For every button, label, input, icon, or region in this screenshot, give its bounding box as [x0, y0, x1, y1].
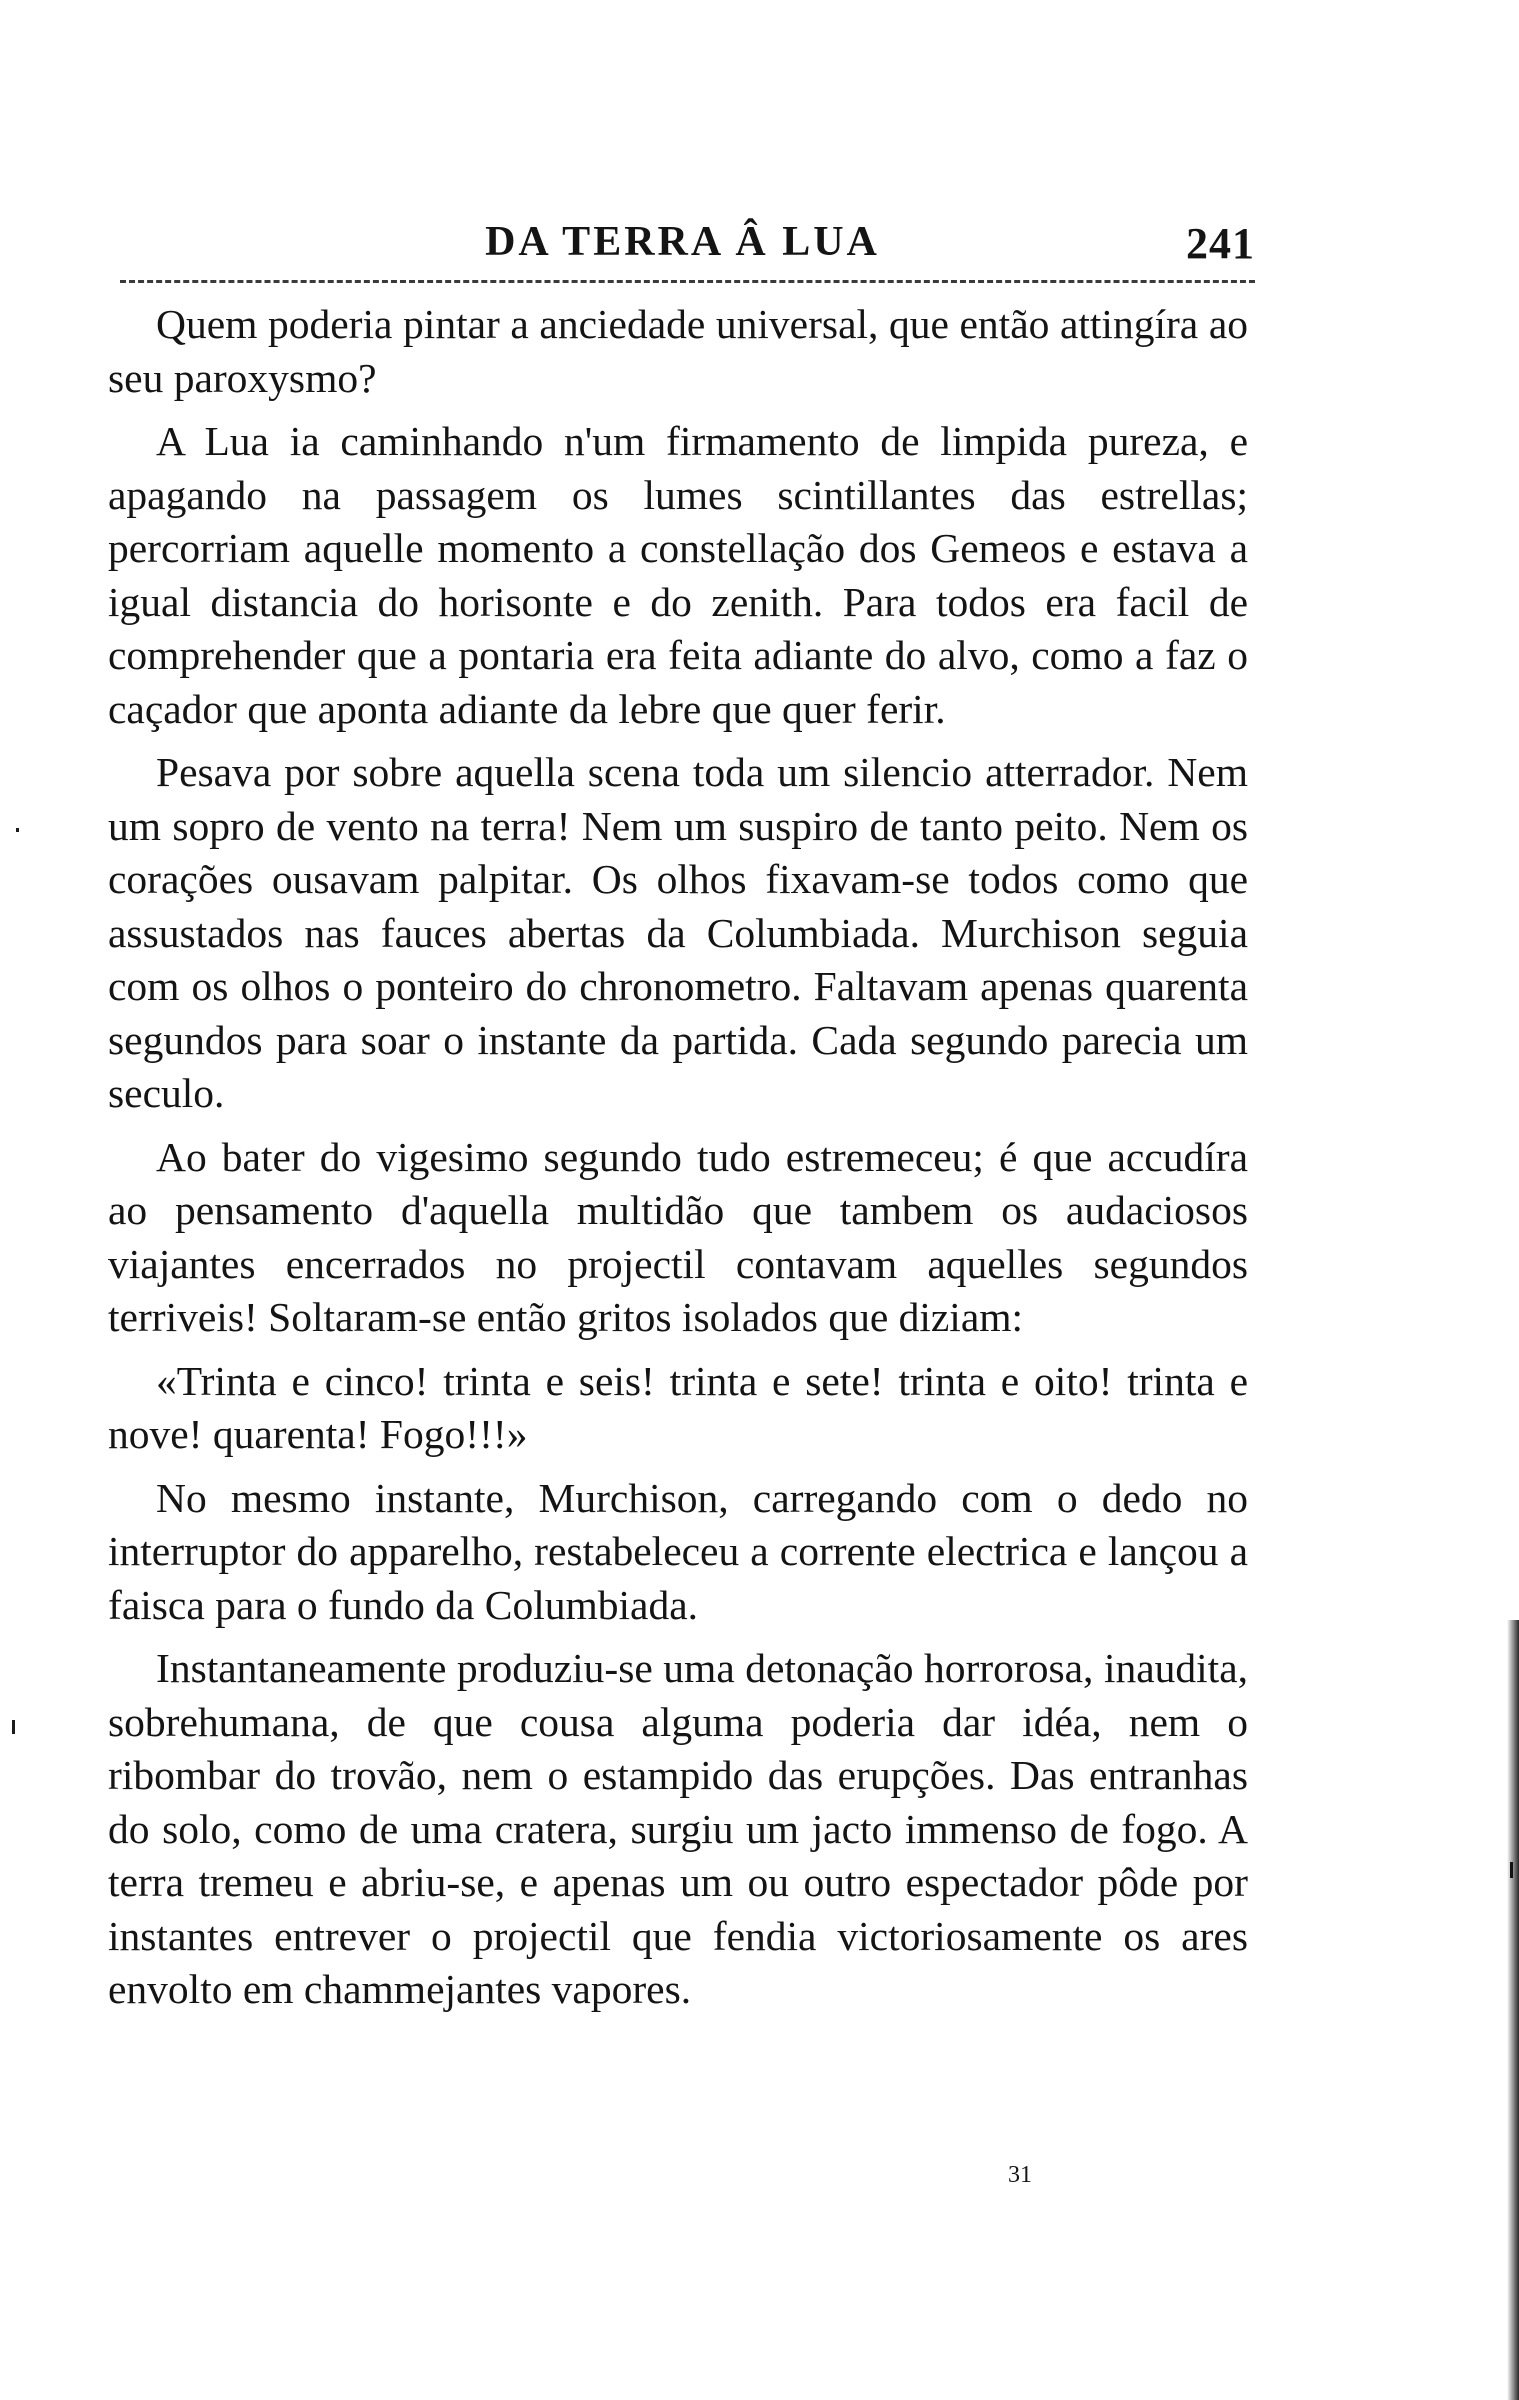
running-head [110, 218, 1255, 278]
paragraph: No mesmo instante, Murchison, carregando com o dedo no interruptor do apparelho, restabeleceu a corrente electrica e lançou a faisca para o fundo da Columbiada. [108, 1474, 1248, 1628]
signature-mark: 31 [1008, 2162, 1032, 2188]
page-number: 241 [1186, 219, 1255, 268]
running-title: DA TERRA Â LUA [485, 219, 880, 265]
paragraph: A Lua ia caminhando n'um firmamento de limpida pureza, e apagando na passagem os lumes scintillantes das estrellas; percorriam aquelle momento a constellação dos Gemeos e estava a igual distancia do horisonte e do zenith. Para todos era facil de comprehender que a pontaria era feita adiante do alvo, como a faz o caçador que aponta adiante da lebre que quer ferir. [108, 418, 1248, 732]
margin-speck [16, 828, 19, 832]
header-rule [120, 280, 1255, 283]
paragraph: «Trinta e cinco! trinta e seis! trinta e sete! trinta e oito! trinta e nove! quarenta! Fogo!!!» [108, 1357, 1248, 1457]
margin-speck [12, 1720, 15, 1734]
paragraph: Quem poderia pintar a anciedade universal, que então attingíra ao seu paroxysmo? [108, 301, 1248, 401]
paragraph: Ao bater do vigesimo segundo tudo estremeceu; é que accudíra ao pensamento d'aquella multidão que tambem os audaciosos viajantes encerrados no projectil contavam aquelles segundos terriveis! Soltaram-se então gritos isolados que diziam: [108, 1133, 1248, 1340]
page-edge-shadow [1507, 1620, 1519, 2400]
paragraph: Pesava por sobre aquella scena toda um silencio atterrador. Nem um sopro de vento na terra! Nem um suspiro de tanto peito. Nem os corações ousavam palpitar. Os olhos fixavam-se todos como que assustados nas fauces abertas da Columbiada. Murchison seguia com os olhos o ponteiro do chronometro. Faltavam apenas quarenta segundos para soar o instante da partida. Cada segundo parecia um seculo. [108, 749, 1248, 1116]
body-text [108, 298, 1248, 2027]
paragraph: Instantaneamente produziu-se uma detonação horrorosa, inaudita, sobrehumana, de que cousa alguma poderia dar idéa, nem o ribombar do trovão, nem o estampido das erupções. Das entranhas do solo, como de uma cratera, surgiu um jacto immenso de fogo. A terra tremeu e abriu-se, e apenas um ou outro espectador pôde por instantes entrever o projectil que fendia victoriosamente os ares envolto em chammejantes vapores. [108, 1645, 1248, 2012]
